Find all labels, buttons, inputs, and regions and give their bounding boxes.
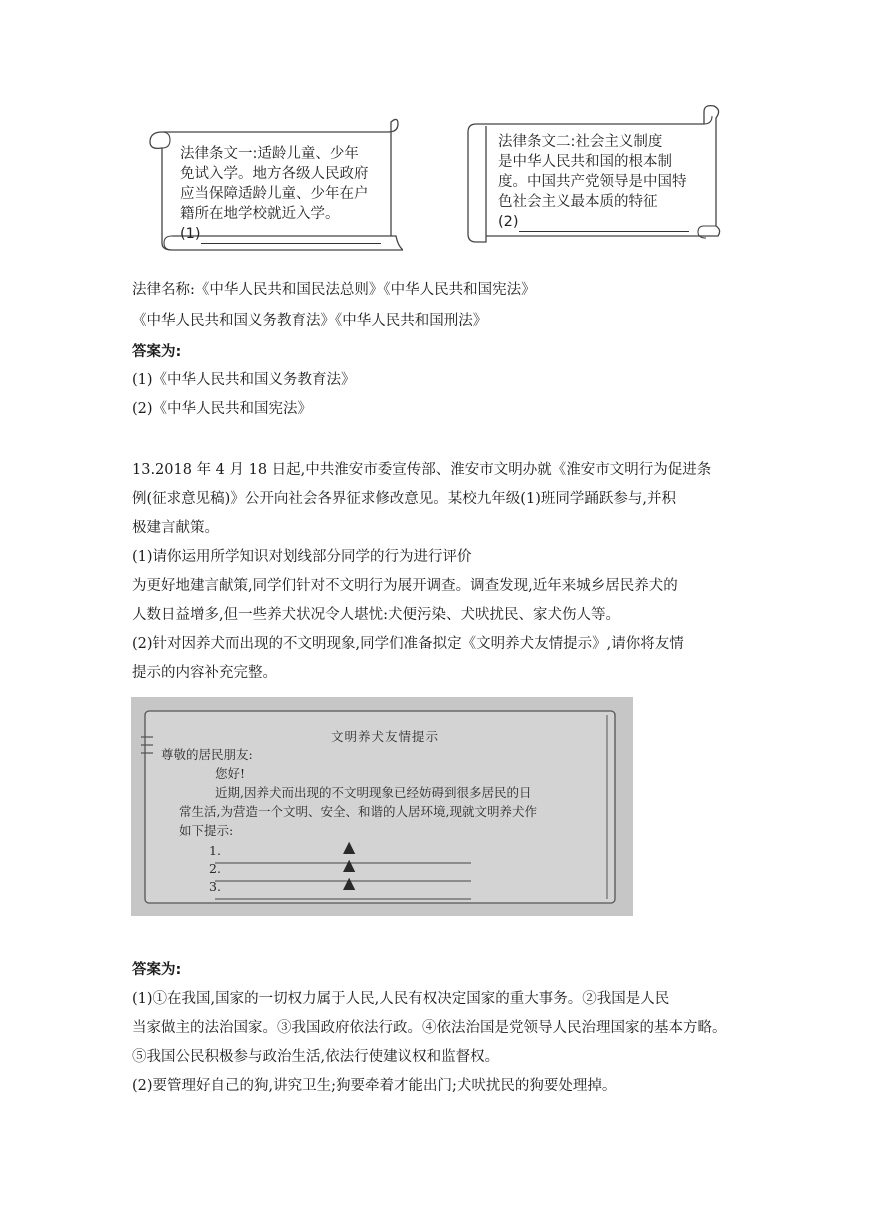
answer-1-item: (1)《中华人民共和国义务教育法》 [132, 372, 356, 388]
question-13-line: 例(征求意见稿)》公开向社会各界征求修改意见。某校九年级(1)班同学踊跃参与,并积 [132, 491, 676, 507]
notice-item-3: 3. [209, 879, 221, 894]
answer-heading-2: 答案为: [132, 962, 182, 978]
scroll-2-line: 度。中国共产党领导是中国特 [498, 174, 687, 190]
notice-photo [131, 697, 633, 916]
notice-body-line: 近期,因养犬而出现的不文明现象已经妨碍到很多居民的日 [215, 785, 532, 800]
question-13-line: 极建言献策。 [132, 520, 219, 536]
blank-label-1: (1) [180, 226, 201, 242]
answer-blank-line-2 [519, 217, 689, 232]
notice-item-1: 1. [209, 843, 221, 858]
scroll-2-line: 是中华人民共和国的根本制 [498, 154, 672, 170]
question-13-line: 为更好地建言献策,同学们针对不文明行为展开调查。调查发现,近年来城乡居民养犬的 [132, 578, 678, 594]
scroll-1-blank [180, 224, 392, 244]
scroll-2-blank [498, 212, 710, 232]
scroll-1-line: 应当保障适龄儿童、少年在户 [180, 186, 369, 202]
answer-2-line: (1)①在我国,国家的一切权力属于人民,人民有权决定国家的重大事务。②我国是人民 [132, 991, 670, 1007]
question-13-line: (2)针对因养犬而出现的不文明现象,同学们准备拟定《文明养犬友情提示》,请你将友情 [132, 636, 684, 652]
law-names-line-2: 《中华人民共和国义务教育法》《中华人民共和国刑法》 [132, 313, 488, 329]
question-13-line: 提示的内容补充完整。 [132, 665, 277, 681]
law-scroll-1 [148, 118, 403, 253]
answer-2-line: ⑤我国公民积极参与政治生活,依法行使建议权和监督权。 [132, 1049, 500, 1065]
answer-heading-1: 答案为: [132, 344, 182, 360]
scroll-1-line: 法律条文一:适龄儿童、少年 [180, 146, 359, 162]
scroll-2-line: 法律条文二:社会主义制度 [498, 134, 663, 150]
answer-blank-line-1 [201, 229, 381, 244]
scroll-1-line: 籍所在地学校就近入学。 [180, 206, 340, 222]
notice-body-line: 常生活,为营造一个文明、安全、和谐的人居环境,现就文明养犬作 [179, 804, 537, 819]
notice-item-2: 2. [209, 861, 221, 876]
answer-2-line: 当家做主的法治国家。③我国政府依法行政。④依法治国是党领导人民治理国家的基本方略。 [132, 1020, 727, 1036]
question-13-line: 人数日益增多,但一些养犬状况令人堪忧:犬便污染、犬吠扰民、家犬伤人等。 [132, 607, 620, 623]
scroll-1-line: 免试入学。地方各级人民政府 [180, 166, 369, 182]
notice-body-line: 如下提示: [179, 823, 234, 838]
law-scroll-2 [466, 104, 721, 239]
triangle-marker-icon: ▲ [343, 873, 356, 892]
scroll-2-line: 色社会主义最本质的特征 [498, 194, 658, 210]
triangle-marker-icon: ▲ [343, 837, 356, 856]
notice-title: 文明养犬友情提示 [331, 729, 440, 744]
notice-greeting: 尊敬的居民朋友: [161, 747, 253, 762]
scroll-2-text [498, 132, 710, 232]
blank-label-2: (2) [498, 214, 519, 230]
triangle-marker-icon: ▲ [343, 855, 356, 874]
answer-1-item: (2)《中华人民共和国宪法》 [132, 401, 313, 417]
question-13-line: (1)请你运用所学知识对划线部分同学的行为进行评价 [132, 549, 472, 565]
question-13-line: 13.2018 年 4 月 18 日起,中共淮安市委宣传部、淮安市文明办就《淮安市文明行为促进条 [132, 462, 712, 478]
law-names-line-1: 法律名称:《中华人民共和国民法总则》《中华人民共和国宪法》 [132, 282, 536, 298]
scroll-1-text [180, 144, 392, 244]
notice-hello: 您好! [215, 766, 246, 781]
answer-2-line: (2)要管理好自己的狗,讲究卫生;狗要牵着才能出门;犬吠扰民的狗要处理掉。 [132, 1078, 617, 1094]
